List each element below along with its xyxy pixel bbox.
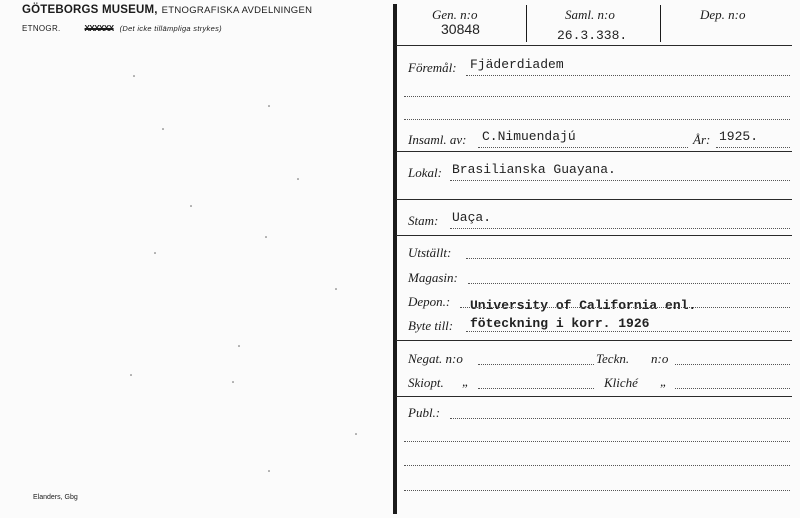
publ-dotline-2: [404, 441, 790, 442]
paper-speck: [265, 236, 267, 238]
stam-label: Stam:: [408, 213, 439, 228]
ar-dotline: [716, 147, 790, 148]
byte-label: Byte till:: [408, 318, 454, 333]
foremal-label: Föremål:: [408, 60, 457, 75]
saml-value: 26.3.338.: [557, 28, 628, 43]
foremal-value: Fjäderdiadem: [470, 57, 564, 72]
teckn-no-label: n:o: [651, 351, 669, 366]
rule-after-lokal: [396, 199, 792, 200]
stam-dotline: [450, 228, 790, 229]
negat-dotline: [478, 364, 594, 365]
paper-speck: [154, 252, 156, 254]
header-bottom-rule: [396, 45, 792, 46]
museum-name: GÖTEBORGS MUSEUM,: [22, 4, 158, 16]
ar-label: År:: [693, 132, 711, 147]
kliche-mark: „: [660, 374, 668, 389]
depon-dotline: [460, 307, 790, 308]
kliche-dotline: [675, 388, 790, 389]
stam-value: Uaça.: [452, 210, 492, 225]
byte-dotline: [466, 331, 790, 332]
depon-value: University of California enl.: [470, 298, 697, 313]
depon-label: Depon.:: [408, 294, 451, 309]
foremal-dotline-2: [404, 96, 790, 97]
insaml-dotline: [478, 147, 688, 148]
paper-speck: [268, 105, 270, 107]
card-left-border: [393, 4, 397, 514]
saml-label: Saml. n:o: [565, 7, 615, 22]
rule-after-insaml: [396, 151, 792, 152]
kliche-label: Kliché: [604, 375, 638, 390]
publ-dotline-4: [404, 490, 790, 491]
foremal-dotline: [466, 75, 790, 76]
lokal-label: Lokal:: [408, 165, 442, 180]
printer-mark: Elanders, Gbg: [33, 494, 78, 501]
paper-speck: [130, 374, 132, 376]
negat-label: Negat. n:o: [408, 351, 463, 366]
byte-value: föteckning i korr. 1926: [470, 316, 650, 331]
utstallt-dotline: [466, 258, 790, 259]
paper-speck: [297, 178, 299, 180]
insaml-value: C.Nimuendajú: [482, 129, 576, 144]
paper-speck: [268, 470, 270, 472]
header-divider-1: [526, 5, 527, 42]
publ-dotline: [450, 418, 790, 419]
insaml-label: Insaml. av:: [408, 132, 467, 147]
header-divider-2: [660, 5, 661, 42]
lokal-value: Brasilianska Guayana.: [452, 162, 616, 177]
gen-label: Gen. n:o: [432, 7, 478, 22]
paper-speck: [232, 381, 234, 383]
publ-label: Publ.:: [408, 405, 441, 420]
skiopt-label: Skiopt.: [408, 375, 444, 390]
strike-note: (Det icke tillämpliga strykes): [119, 24, 222, 33]
struck-text: XXXXXX: [84, 24, 114, 33]
skiopt-dotline: [478, 388, 594, 389]
rule-after-stam: [396, 235, 792, 236]
paper-speck: [335, 288, 337, 290]
utstallt-label: Utställt:: [408, 245, 452, 260]
department-name: ETNOGRAFISKA AVDELNINGEN: [161, 5, 313, 16]
rule-after-byte: [396, 340, 792, 341]
header-subtitle: [22, 24, 222, 33]
magasin-label: Magasin:: [408, 270, 458, 285]
museum-title: [22, 4, 312, 16]
foremal-dotline-3: [404, 119, 790, 120]
paper-speck: [190, 205, 192, 207]
paper-speck: [238, 345, 240, 347]
paper-speck: [133, 75, 135, 77]
teckn-label: Teckn.: [596, 351, 630, 366]
ar-value: 1925.: [719, 129, 759, 144]
magasin-dotline: [468, 283, 790, 284]
skiopt-mark: „: [462, 374, 470, 389]
subtitle-etnogr: ETNOGR.: [22, 24, 61, 33]
teckn-dotline: [675, 364, 790, 365]
dep-label: Dep. n:o: [700, 7, 746, 22]
paper-speck: [355, 433, 357, 435]
rule-after-skiopt: [396, 396, 792, 397]
gen-value: 30848: [441, 21, 480, 37]
publ-dotline-3: [404, 465, 790, 466]
lokal-dotline: [450, 180, 790, 181]
paper-speck: [162, 128, 164, 130]
